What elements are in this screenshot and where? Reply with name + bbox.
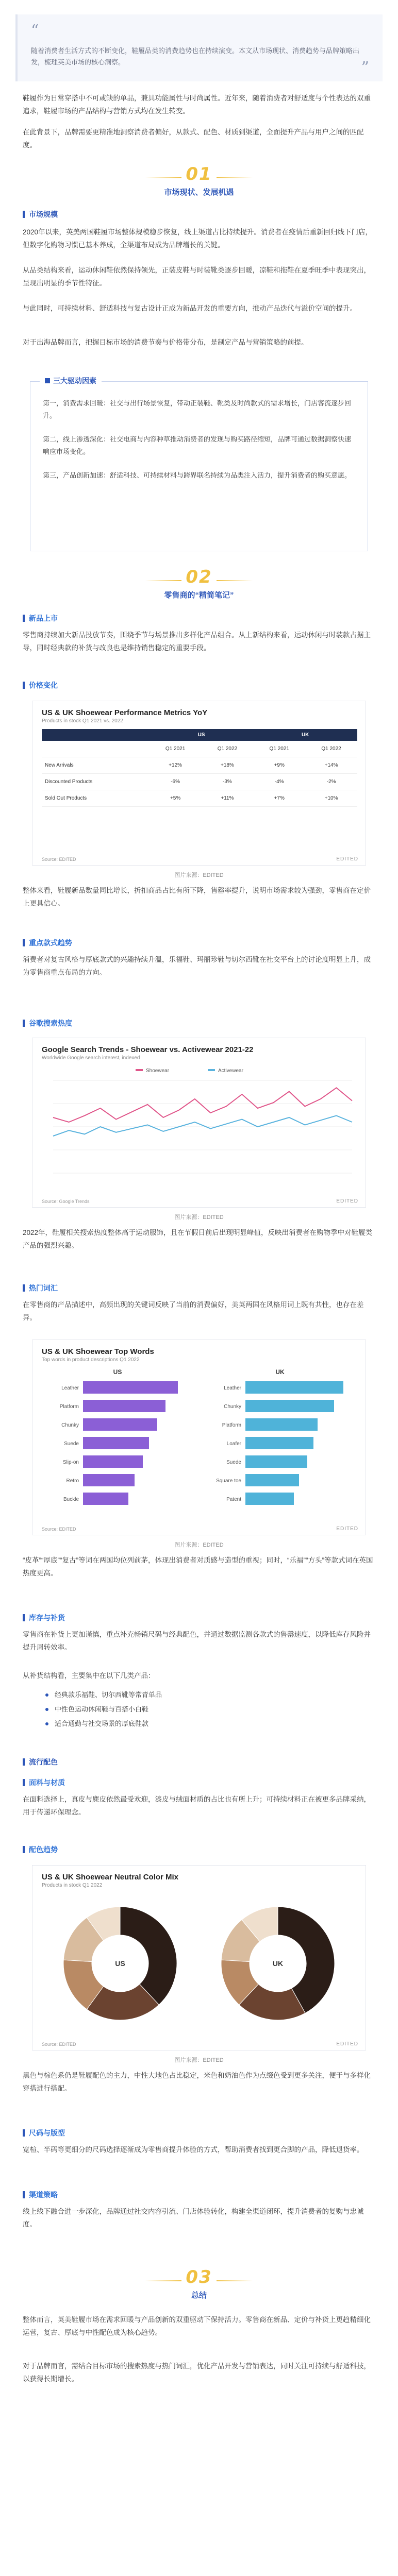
bullet-list bbox=[45, 1688, 365, 1731]
color-mix-chart bbox=[32, 1891, 366, 2036]
image-caption: 图片来源：EDITED bbox=[174, 2057, 224, 2063]
word-bar bbox=[83, 1455, 143, 1468]
badge-decoration bbox=[217, 580, 253, 581]
sub-heading-text: 面料与材质 bbox=[29, 1778, 65, 1787]
body-paragraph: 零售商在补货上更加谨慎，重点补充畅销尺码与经典配色，并通过数据监测各款式的售罄速度，以降低库存风险并提升周转效率。 bbox=[23, 1631, 371, 1651]
heading-bar bbox=[23, 1284, 25, 1292]
table-header-row bbox=[42, 729, 357, 741]
chart-title: Google Search Trends - Shoewear vs. Activewear 2021-22 bbox=[42, 1045, 254, 1054]
top-words-card bbox=[32, 1340, 366, 1535]
search-trend-chart bbox=[32, 1065, 366, 1189]
search-trend-card bbox=[32, 1038, 366, 1208]
sub-heading bbox=[23, 1844, 58, 1855]
list-item: 适合通勤与社交场景的厚底鞋款 bbox=[45, 1717, 365, 1731]
table-header: UK bbox=[253, 729, 357, 741]
table-header: US bbox=[150, 729, 254, 741]
chart-logo: EDITED bbox=[336, 856, 358, 862]
chart-source: Source: EDITED bbox=[42, 2042, 76, 2047]
word-bar bbox=[83, 1418, 157, 1431]
table-cell: New Arrivals bbox=[42, 757, 150, 774]
table-cell: +14% bbox=[305, 757, 357, 774]
table-cell: -6% bbox=[150, 774, 202, 790]
sub-heading-text: 渠道策略 bbox=[29, 2191, 58, 2199]
table-cell: +18% bbox=[202, 757, 254, 774]
table-header bbox=[42, 729, 150, 741]
body-paragraph: 黑色与棕色系仍是鞋履配色的主力，中性大地色占比稳定，米色和奶油色作为点缀色受到更多关注，便于与多样化穿搭进行搭配。 bbox=[23, 2072, 371, 2092]
heading-bar bbox=[23, 615, 25, 622]
word-bar bbox=[245, 1381, 343, 1394]
section-badge-01 bbox=[0, 164, 398, 197]
pie-center-label: UK bbox=[272, 1959, 284, 1968]
bar-word-label: Leather bbox=[61, 1385, 79, 1391]
heading-bar bbox=[23, 1846, 25, 1853]
bar-word-label: Leather bbox=[224, 1385, 241, 1391]
table-subheader-row bbox=[42, 741, 357, 757]
bar-word-label: Loafer bbox=[226, 1441, 241, 1447]
table-cell bbox=[42, 741, 150, 757]
body-paragraph: 消费者对复古风格与厚底款式的兴趣持续升温，乐福鞋、玛丽珍鞋与切尔西靴在社交平台上的讨论度明显上升，成为零售商重点布局的方向。 bbox=[23, 956, 371, 976]
table-cell: Q1 2022 bbox=[202, 741, 254, 757]
section-badge-02 bbox=[0, 567, 398, 600]
word-bar bbox=[245, 1474, 299, 1486]
sub-heading-text: 新品上市 bbox=[29, 614, 58, 622]
bar-word-label: Suede bbox=[64, 1441, 79, 1447]
body-paragraph: 整体来看，鞋履新品数量同比增长，折扣商品占比有所下降，售罄率提升，说明市场需求较为强劲，零售商在定价上更具信心。 bbox=[23, 887, 371, 907]
body-paragraph: 宽楦、半码等更细分的尺码选择逐渐成为零售商提升体验的方式，帮助消费者找到更合脚的产品，降低退货率。 bbox=[23, 2146, 364, 2154]
table-cell: Discounted Products bbox=[42, 774, 150, 790]
word-bar bbox=[83, 1493, 128, 1505]
box-paragraph: 第二，线上渗透深化：社交电商与内容种草推动消费者的发现与购买路径缩短，品牌可通过数据洞察快速响应市场变化。 bbox=[43, 435, 352, 455]
badge-decoration bbox=[145, 177, 181, 178]
panel-label: UK bbox=[275, 1368, 285, 1376]
pie-center-label: US bbox=[115, 1959, 125, 1968]
close-quote-icon: ” bbox=[361, 59, 369, 77]
series-line-activewear bbox=[53, 1115, 352, 1136]
bar-word-label: Chunky bbox=[61, 1422, 79, 1428]
chart-source: Source: EDITED bbox=[42, 1527, 76, 1532]
table-row bbox=[42, 757, 357, 774]
table-cell: +9% bbox=[253, 757, 305, 774]
image-caption: 图片来源：EDITED bbox=[174, 1542, 224, 1548]
heading-bar bbox=[23, 211, 25, 218]
list-item: 中性色运动休闲鞋与百搭小白鞋 bbox=[45, 1702, 365, 1717]
bar-word-label: Retro bbox=[66, 1478, 79, 1484]
section-title: 市场现状、发展机遇 bbox=[164, 188, 234, 197]
table-cell: Q1 2022 bbox=[305, 741, 357, 757]
section-title: 零售商的“精简笔记” bbox=[164, 591, 234, 600]
sub-heading bbox=[23, 1018, 72, 1028]
color-mix-card bbox=[32, 1865, 366, 2050]
body-paragraph: 在零售商的产品描述中，高频出现的关键词反映了当前的消费偏好，美英两国在风格用词上既有共性，也存在差异。 bbox=[23, 1301, 364, 1321]
table-row bbox=[42, 790, 357, 807]
word-bar bbox=[83, 1381, 178, 1394]
word-bar bbox=[245, 1455, 307, 1468]
legend-swatch bbox=[208, 1069, 215, 1071]
bar-word-label: Platform bbox=[59, 1404, 79, 1410]
body-paragraph: 对于品牌而言，需结合目标市场的搜索热度与热门词汇，优化产品开发与营销表达，同时关注可持续与舒适科技，以获得长期增长。 bbox=[23, 2362, 371, 2383]
body-paragraph: 对于出海品牌而言，把握目标市场的消费节奏与价格带分布，是制定产品与营销策略的前提。 bbox=[23, 338, 308, 346]
word-bar bbox=[83, 1474, 135, 1486]
word-bar bbox=[245, 1418, 318, 1431]
body-paragraph: 从补货结构看，主要集中在以下几类产品： bbox=[23, 1672, 155, 1680]
sub-heading bbox=[23, 680, 58, 690]
table-cell: +11% bbox=[202, 790, 254, 807]
sub-heading-text: 市场规模 bbox=[29, 210, 58, 218]
sub-heading-text: 尺码与版型 bbox=[29, 2129, 65, 2137]
bar-word-label: Slip-on bbox=[62, 1460, 79, 1465]
word-bar bbox=[83, 1400, 165, 1412]
heading-bar bbox=[23, 939, 25, 946]
table-cell: -3% bbox=[202, 774, 254, 790]
chart-title: US & UK Shoewear Neutral Color Mix bbox=[42, 1873, 179, 1882]
heading-bar bbox=[23, 2191, 25, 2198]
word-bar bbox=[245, 1400, 334, 1412]
table-cell: -4% bbox=[253, 774, 305, 790]
chart-source: Source: EDITED bbox=[42, 857, 76, 862]
sub-heading bbox=[23, 2128, 65, 2138]
badge-decoration bbox=[217, 177, 253, 178]
badge-decoration bbox=[217, 2280, 253, 2281]
heading-bar bbox=[23, 1020, 25, 1027]
bar-word-label: Square toe bbox=[216, 1478, 241, 1484]
bar-word-label: Chunky bbox=[224, 1404, 241, 1410]
performance-table bbox=[42, 729, 357, 807]
sub-heading bbox=[23, 613, 58, 623]
sub-heading bbox=[23, 2190, 58, 2200]
chart-subtitle: Products in stock Q1 2021 vs. 2022 bbox=[42, 718, 123, 724]
box-paragraph: 第一，消费需求回暖：社交与出行场景恢复，带动正装鞋、靴类及时尚款式的需求增长，门店客流逐步回升。 bbox=[43, 399, 352, 419]
legend-label: Activewear bbox=[218, 1068, 243, 1074]
sub-heading-text: 库存与补货 bbox=[29, 1614, 65, 1622]
image-caption: 图片来源：EDITED bbox=[174, 872, 224, 878]
chart-logo: EDITED bbox=[336, 1198, 358, 1204]
chart-subtitle: Top words in product descriptions Q1 2022 bbox=[42, 1357, 140, 1363]
table-cell: Sold Out Products bbox=[42, 790, 150, 807]
chart-title: US & UK Shoewear Performance Metrics YoY bbox=[42, 708, 208, 717]
intro-quote-box bbox=[15, 14, 383, 81]
heading-bar bbox=[23, 1779, 25, 1786]
intro-quote-text: 随着消费者生活方式的不断变化，鞋履品类的消费趋势也在持续演变。本文从市场现状、消费趋势与品牌策略出发，梳理英美市场的核心洞察。 bbox=[31, 47, 360, 66]
open-quote-icon: “ bbox=[31, 22, 39, 40]
badge-decoration bbox=[145, 2280, 181, 2281]
intro-paragraph: 鞋履作为日常穿搭中不可或缺的单品，兼具功能属性与时尚属性。近年来，随着消费者对舒适度与个性表达的双重追求，鞋履市场的产品结构与营销方式均在发生转变。 bbox=[23, 94, 371, 115]
body-paragraph: 与此同时，可持续材料、舒适科技与复古设计正成为新品开发的重要方向，推动产品迭代与溢价空间的提升。 bbox=[23, 304, 357, 312]
bar-word-label: Buckle bbox=[63, 1497, 79, 1502]
sub-heading-text: 价格变化 bbox=[29, 681, 58, 689]
legend-swatch bbox=[136, 1069, 143, 1071]
table-cell: +5% bbox=[150, 790, 202, 807]
bar-word-label: Patent bbox=[226, 1497, 241, 1502]
body-paragraph: 零售商持续加大新品投放节奏，围绕季节与场景推出多样化产品组合。从上新结构来看，运动休闲与时装款占据主导，同时经典款的补货与改良也是维持销售稳定的重要手段。 bbox=[23, 631, 371, 652]
drivers-box bbox=[30, 377, 368, 551]
body-paragraph: 2022年，鞋履相关搜索热度整体高于运动服饰，且在节假日前后出现明显峰值，反映出消费者在购物季中对鞋履类产品的强烈兴趣。 bbox=[23, 1229, 373, 1249]
chart-title: US & UK Shoewear Top Words bbox=[42, 1347, 154, 1356]
table-cell: +10% bbox=[305, 790, 357, 807]
heading-bar bbox=[23, 2129, 25, 2137]
sub-heading bbox=[23, 1777, 65, 1788]
top-words-chart bbox=[32, 1366, 366, 1520]
series-line-shoewear bbox=[53, 1088, 352, 1122]
sub-heading-text: 流行配色 bbox=[29, 1758, 58, 1766]
sub-heading-text: 谷歌搜索热度 bbox=[29, 1019, 72, 1027]
badge-decoration bbox=[145, 580, 181, 581]
chart-logo: EDITED bbox=[336, 1526, 358, 1532]
chart-subtitle: Worldwide Google search interest, indexed bbox=[42, 1055, 140, 1061]
section-number: 03 bbox=[186, 2267, 212, 2287]
heading-bar bbox=[23, 1758, 25, 1766]
section-badge-03 bbox=[0, 2267, 398, 2300]
sub-heading-text: 重点款式趋势 bbox=[29, 939, 72, 947]
list-item: 经典款乐福鞋、切尔西靴等常青单品 bbox=[45, 1688, 365, 1702]
sub-heading bbox=[23, 1757, 58, 1767]
panel-label: US bbox=[113, 1368, 122, 1376]
legend-label: Shoewear bbox=[146, 1068, 170, 1074]
sub-heading-text: 配色趋势 bbox=[29, 1845, 58, 1854]
sub-heading bbox=[23, 1613, 65, 1623]
table-cell: -2% bbox=[305, 774, 357, 790]
heading-bar bbox=[23, 682, 25, 689]
chart-source: Source: Google Trends bbox=[42, 1199, 90, 1204]
sub-heading bbox=[23, 1283, 58, 1293]
drivers-box-title: 三大驱动因素 bbox=[40, 376, 102, 386]
table-cell: Q1 2021 bbox=[253, 741, 305, 757]
body-paragraph: 在面料选择上，真皮与麂皮依然最受欢迎，漆皮与绒面材质的占比也有所上升；可持续材料正在被更多品牌采纳，用于传递环保理念。 bbox=[23, 1795, 371, 1816]
section-title: 总结 bbox=[191, 2291, 207, 2300]
table-cell: +12% bbox=[150, 757, 202, 774]
sub-heading bbox=[23, 938, 72, 948]
body-paragraph: 2020年以来，英美两国鞋履市场整体规模稳步恢复，线上渠道占比持续提升。消费者在疫情后重新回归线下门店，但数字化购物习惯已基本养成，全渠道布局成为品牌增长的关键。 bbox=[23, 228, 373, 249]
chart-subtitle: Products in stock Q1 2022 bbox=[42, 1883, 103, 1888]
table-row bbox=[42, 774, 357, 790]
table-cell: +7% bbox=[253, 790, 305, 807]
table-cell: Q1 2021 bbox=[150, 741, 202, 757]
performance-table-card bbox=[32, 701, 366, 866]
body-paragraph: 线上线下融合进一步深化，品牌通过社交内容引流、门店体验转化，构建全渠道闭环，提升消费者的复购与忠诚度。 bbox=[23, 2208, 364, 2228]
image-caption: 图片来源：EDITED bbox=[174, 1214, 224, 1221]
bar-word-label: Platform bbox=[222, 1422, 241, 1428]
word-bar bbox=[245, 1493, 294, 1505]
word-bar bbox=[83, 1437, 149, 1449]
bar-word-label: Suede bbox=[226, 1460, 241, 1465]
heading-bar bbox=[23, 1614, 25, 1621]
body-paragraph: 从品类结构来看，运动休闲鞋依然保持领先，正装皮鞋与时装靴类逐步回暖，凉鞋和拖鞋在夏季旺季中表现突出，呈现出明显的季节性特征。 bbox=[23, 266, 371, 287]
word-bar bbox=[245, 1437, 313, 1449]
body-paragraph: 整体而言，英美鞋履市场在需求回暖与产品创新的双重驱动下保持活力。零售商在新品、定价与补货上更趋精细化运营，复古、厚底与中性配色成为核心趋势。 bbox=[23, 2316, 371, 2336]
body-paragraph: “皮革”“厚底”“复古”等词在两国均位列前茅，体现出消费者对质感与造型的重视；同时，“乐福”“方头”等款式词在英国热度更高。 bbox=[23, 1556, 373, 1577]
chart-logo: EDITED bbox=[336, 2041, 358, 2047]
sub-heading bbox=[23, 209, 58, 219]
section-number: 01 bbox=[186, 164, 212, 184]
sub-heading-text: 热门词汇 bbox=[29, 1284, 58, 1292]
section-number: 02 bbox=[186, 567, 212, 587]
box-paragraph: 第三，产品创新加速：舒适科技、可持续材料与跨界联名持续为品类注入活力，提升消费者的购买意愿。 bbox=[43, 471, 352, 479]
intro-paragraph: 在此背景下，品牌需要更精准地洞察消费者偏好，从款式、配色、材质到渠道，全面提升产品与用户之间的匹配度。 bbox=[23, 128, 364, 149]
pie-slice-black bbox=[120, 1907, 177, 2005]
